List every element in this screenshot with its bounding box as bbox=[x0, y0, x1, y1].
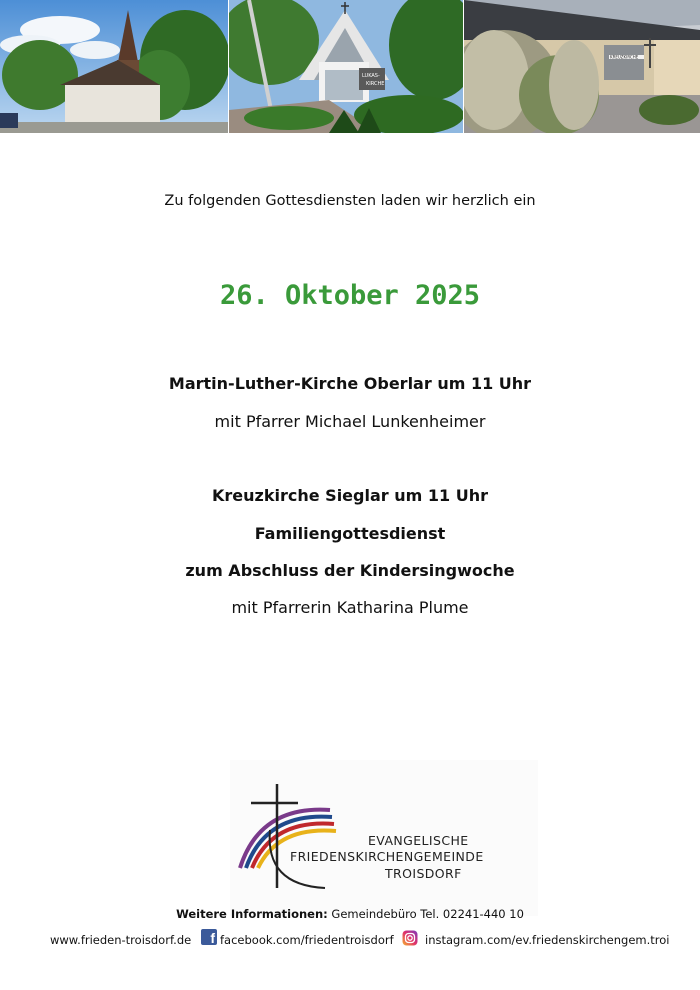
facebook-icon: f bbox=[201, 929, 217, 945]
footer bbox=[0, 929, 700, 951]
logo-line-friedenskirchengemeinde: FRIEDENSKIRCHENGEMEINDE bbox=[290, 849, 484, 864]
photo-martin-luther-kirche bbox=[0, 0, 228, 133]
lukaskirche-sign-line1: LUKAS- bbox=[362, 73, 380, 79]
service1-title: Martin-Luther-Kirche Oberlar um 11 Uhr bbox=[168, 374, 532, 393]
photo-kreuzkirche bbox=[464, 0, 700, 133]
website-link[interactable]: www.frieden-troisdorf.de bbox=[50, 933, 192, 947]
service2-pastor: mit Pfarrerin Katharina Plume bbox=[231, 598, 469, 617]
intro-text: Zu folgenden Gottesdiensten laden wir herzlich ein bbox=[164, 193, 536, 209]
service2-line1: Familiengottesdienst bbox=[254, 524, 446, 543]
instagram-link[interactable]: instagram.com/ev.friedenskirchengem.troi bbox=[425, 933, 670, 947]
facebook-link[interactable]: facebook.com/friedentroisdorf bbox=[220, 933, 394, 947]
service-date: 26. Oktober 2025 bbox=[219, 280, 481, 311]
service2-line2: zum Abschluss der Kindersingwoche bbox=[185, 561, 515, 580]
info-text: Gemeindebüro Tel. 02241-440 10 bbox=[331, 907, 524, 921]
service2-title: Kreuzkirche Sieglar um 11 Uhr bbox=[212, 486, 488, 505]
info-label: Weitere Informationen: bbox=[176, 907, 328, 921]
logo-line-troisdorf: TROISDORF bbox=[385, 866, 462, 881]
church-logo bbox=[230, 760, 538, 916]
header-photo-strip bbox=[0, 0, 700, 133]
kreuzkirche-sign: KREUZKIRCHE bbox=[610, 54, 639, 60]
info-line bbox=[0, 907, 700, 921]
service1-pastor: mit Pfarrer Michael Lunkenheimer bbox=[214, 412, 486, 431]
logo-line-evangelische: EVANGELISCHE bbox=[368, 833, 469, 848]
photo-lukaskirche bbox=[229, 0, 463, 133]
lukaskirche-sign-line2: KIRCHE bbox=[366, 81, 385, 87]
instagram-icon bbox=[402, 930, 418, 946]
